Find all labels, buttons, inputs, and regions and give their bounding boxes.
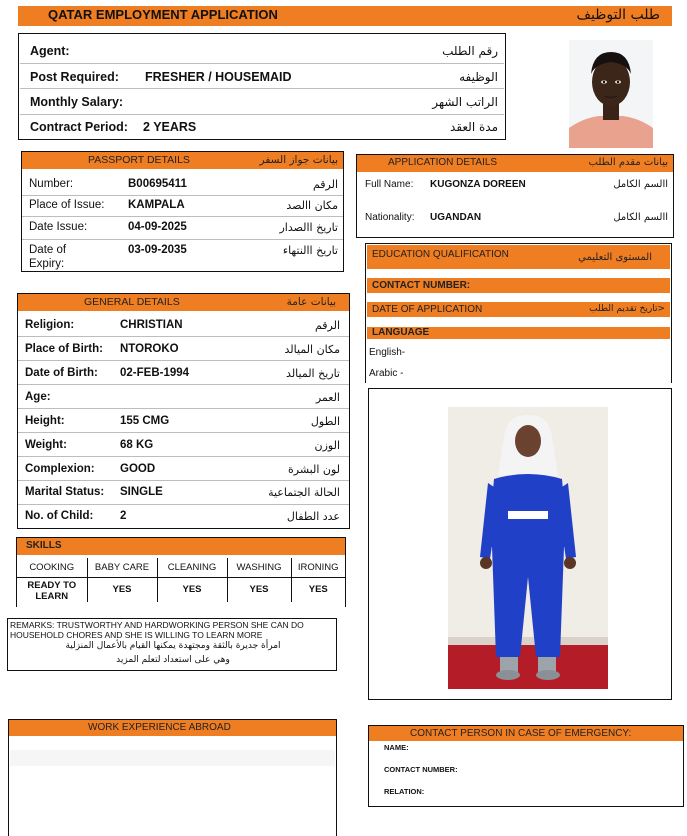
skill-cooking-value: READY TO LEARN bbox=[27, 579, 77, 602]
remarks-ar-1: امرأة جديرة بالثقة ومجتهدة يمكنها القيام بالأعمال المنزلية bbox=[65, 641, 281, 651]
birthplace-ar: مكان الميالد bbox=[284, 343, 340, 356]
language-label: LANGUAGE bbox=[372, 327, 430, 338]
passport-expiry-value: 03-09-2035 bbox=[128, 244, 187, 256]
portrait-photo bbox=[569, 40, 653, 148]
date-application-ar: <تاريخ تقديم الطلب bbox=[589, 304, 665, 314]
contact-number-label: CONTACT NUMBER: bbox=[372, 280, 471, 291]
passport-place-label: Place of Issue: bbox=[29, 199, 105, 211]
weight-value: 68 KG bbox=[120, 439, 154, 451]
complexion-label: Complexion: bbox=[25, 463, 95, 475]
passport-expiry-ar: تاريخ االنتهاء bbox=[282, 244, 338, 257]
application-title-ar: بيانات مقدم الطلب bbox=[588, 157, 668, 168]
age-label: Age: bbox=[25, 391, 51, 403]
skills-header bbox=[17, 538, 345, 555]
post-value: FRESHER / HOUSEMAID bbox=[145, 70, 292, 84]
marital-value: SINGLE bbox=[120, 486, 163, 498]
skill-babycare-header: BABY CARE bbox=[87, 558, 157, 577]
weight-label: Weight: bbox=[25, 439, 67, 451]
passport-number-ar: الرقم bbox=[312, 178, 338, 191]
agent-ar: رقم الطلب bbox=[442, 44, 498, 58]
fullname-label: Full Name: bbox=[365, 179, 414, 190]
contract-label: Contract Period: bbox=[30, 120, 128, 134]
emergency-relation-label: RELATION: bbox=[384, 787, 425, 796]
education-title: EDUCATION QUALIFICATION bbox=[372, 249, 509, 260]
religion-value: CHRISTIAN bbox=[120, 319, 183, 331]
passport-place-value: KAMPALA bbox=[128, 199, 185, 211]
application-title: APPLICATION DETAILS bbox=[388, 157, 498, 168]
education-title-ar: المستوى التعليمي bbox=[578, 252, 652, 263]
skill-cleaning-header: CLEANING bbox=[157, 558, 227, 577]
work-title: WORK EXPERIENCE ABROAD bbox=[88, 722, 231, 733]
marital-ar: الحالة الجتماعية bbox=[268, 486, 340, 499]
passport-issue-value: 04-09-2025 bbox=[128, 221, 187, 233]
work-box bbox=[8, 719, 337, 836]
remarks-ar-2: وهي على استعداد لتعلم المزيد bbox=[116, 655, 230, 665]
salary-ar: الراتب الشهر bbox=[432, 95, 498, 109]
complexion-ar: لون البشرة bbox=[288, 463, 340, 476]
skill-washing-value: YES bbox=[227, 577, 291, 602]
agent-label: Agent: bbox=[30, 44, 70, 58]
passport-number-label: Number: bbox=[29, 178, 74, 190]
dob-value: 02-FEB-1994 bbox=[120, 367, 190, 379]
page-title: QATAR EMPLOYMENT APPLICATION bbox=[48, 7, 278, 22]
fullbody-photo bbox=[448, 407, 608, 689]
skills-table bbox=[17, 558, 345, 602]
skill-washing-header: WASHING bbox=[227, 558, 291, 577]
arabic-label: Arabic - bbox=[369, 368, 404, 379]
nationality-ar: االسم الكامل bbox=[613, 212, 668, 223]
fullname-value: KUGONZA DOREEN bbox=[430, 179, 526, 190]
post-ar: الوظيفه bbox=[459, 70, 498, 84]
emergency-name-label: NAME: bbox=[384, 743, 409, 752]
height-label: Height: bbox=[25, 415, 65, 427]
children-ar: عدد الطفال bbox=[286, 510, 340, 523]
skill-cooking-header: COOKING bbox=[17, 558, 87, 577]
general-title-ar: بيانات عامة bbox=[286, 296, 336, 308]
remarks-text: REMARKS: TRUSTWORTHY AND HARDWORKING PERSON SHE CAN DO HOUSEHOLD CHORES AND SHE IS WILLING TO LEARN MORE bbox=[10, 620, 304, 640]
passport-title: PASSPORT DETAILS bbox=[88, 154, 190, 166]
children-label: No. of Child: bbox=[25, 510, 94, 522]
passport-issue-ar: تاريخ االصدار bbox=[279, 221, 338, 234]
height-ar: الطول bbox=[310, 415, 340, 428]
emergency-title: CONTACT PERSON IN CASE OF EMERGENCY: bbox=[410, 728, 632, 739]
nationality-value: UGANDAN bbox=[430, 212, 482, 223]
skill-babycare-value: YES bbox=[87, 577, 157, 602]
date-application-label: DATE OF APPLICATION bbox=[372, 304, 483, 315]
height-value: 155 CMG bbox=[120, 415, 170, 427]
marital-label: Marital Status: bbox=[25, 486, 105, 498]
passport-title-ar: بيانات جواز السفر bbox=[259, 154, 338, 166]
complexion-value: GOOD bbox=[120, 463, 156, 475]
dob-label: Date of Birth: bbox=[25, 367, 98, 379]
passport-number-value: B00695411 bbox=[128, 178, 187, 190]
passport-place-ar: مكان االصد bbox=[286, 199, 338, 212]
dob-ar: تاريخ الميالد bbox=[286, 367, 340, 380]
contract-value: 2 YEARS bbox=[143, 120, 197, 134]
post-label: Post Required: bbox=[30, 70, 119, 84]
contract-ar: مدة العقد bbox=[450, 120, 498, 134]
nationality-label: Nationality: bbox=[365, 212, 415, 223]
general-title: GENERAL DETAILS bbox=[84, 296, 180, 308]
skill-ironing-header: IRONING bbox=[291, 558, 345, 577]
birthplace-value: NTOROKO bbox=[120, 343, 179, 355]
religion-ar: الرقم bbox=[314, 319, 340, 332]
english-label: English- bbox=[369, 347, 406, 358]
age-ar: العمر bbox=[315, 391, 340, 404]
weight-ar: الوزن bbox=[314, 439, 340, 452]
skills-title: SKILLS bbox=[26, 540, 62, 551]
children-value: 2 bbox=[120, 510, 127, 522]
fullname-ar: االسم الكامل bbox=[613, 179, 668, 190]
skill-cleaning-value: YES bbox=[157, 577, 227, 602]
passport-issue-label: Date Issue: bbox=[29, 221, 88, 233]
skill-ironing-value: YES bbox=[291, 577, 345, 602]
emergency-contact-label: CONTACT NUMBER: bbox=[384, 765, 458, 774]
passport-expiry-label: Date of Expiry: bbox=[29, 244, 67, 270]
birthplace-label: Place of Birth: bbox=[25, 343, 103, 355]
salary-label: Monthly Salary: bbox=[30, 95, 124, 109]
religion-label: Religion: bbox=[25, 319, 75, 331]
page-title-ar: طلب التوظيف bbox=[576, 7, 660, 23]
